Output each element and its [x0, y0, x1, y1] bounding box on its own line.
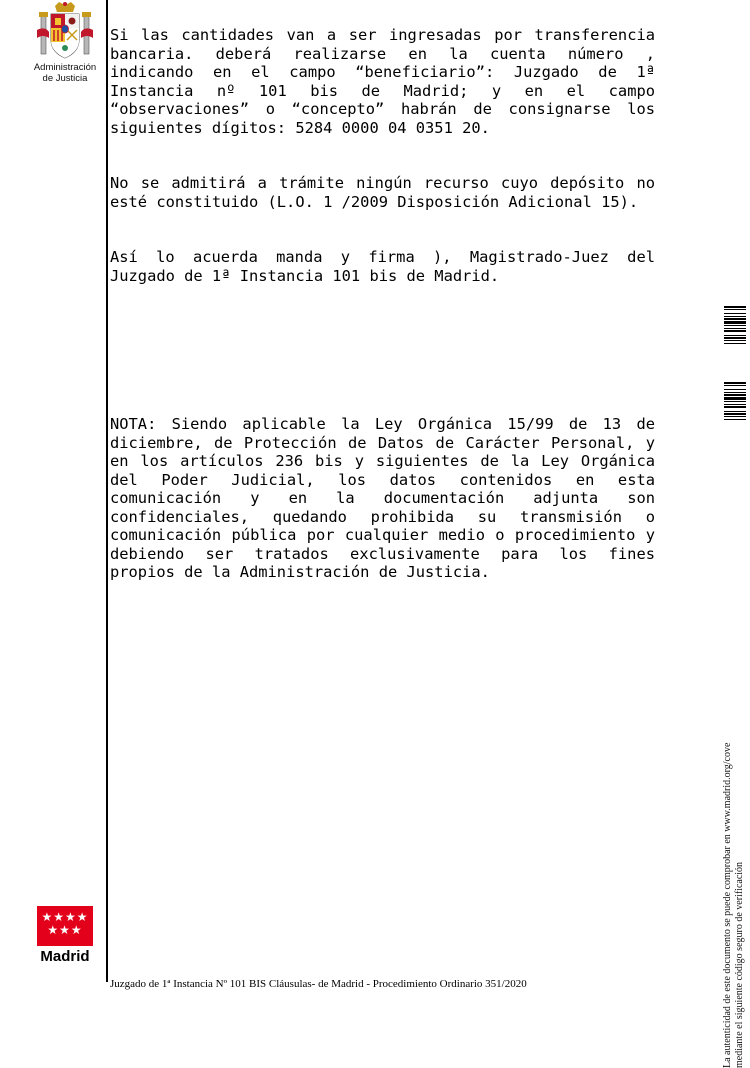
- barcode-stripe: [724, 344, 746, 347]
- barcode-icon: [724, 382, 746, 428]
- logo-caption-line1: Administración: [33, 62, 97, 73]
- paragraph-signature: Así lo acuerda manda y firma ), Magistrado-Juez del Juzgado de 1ª Instancia 101 bis de Madrid.: [110, 248, 655, 285]
- verification-line1: La autenticidad de este documento se puede comprobar en www.madrid.org/cove: [722, 742, 733, 1068]
- margin-rule: [106, 0, 108, 982]
- madrid-stars: ★★★★ ★★★: [41, 910, 89, 937]
- verification-notice: [722, 508, 746, 1068]
- paragraph-appeal: No se admitirá a trámite ningún recurso cuyo depósito no esté constituido (L.O. 1 /2009 Disposición Adicional 15).: [110, 174, 655, 211]
- barcode-icon: [724, 306, 746, 354]
- verification-line2: mediante el siguiente código seguro de verificación: [734, 861, 745, 1068]
- spain-coat-of-arms-icon: [35, 2, 95, 62]
- paragraph-transfer: Si las cantidades van a ser ingresadas por transferencia bancaria. deberá realizarse en la cuenta número , indicando en el campo “beneficiario”: Juzgado de 1ª Instancia nº 101 bis de Madrid; y en el campo “observaciones” o “concepto” habrán de consignarse los siguientes dígitos: 5284 0000 04 0351 20.: [110, 26, 655, 137]
- paragraph-privacy-note: NOTA: Siendo aplicable la Ley Orgánica 15/99 de 13 de diciembre, de Protección de Datos de Carácter Personal, y en los artículos 236 bis y siguientes de la Ley Orgánica del Poder Judicial, los datos contenidos en esta comunicación y en la documentación adjunta son confidenciales, quedando prohibida su transmisión o comunicación pública por cualquier medio o procedimiento y debiendo ser tratados exclusivamente para los fines propios de la Administración de Justicia.: [110, 415, 655, 581]
- madrid-flag-icon: [37, 906, 93, 946]
- barcode-stripe: [724, 420, 746, 423]
- madrid-label: Madrid: [40, 948, 90, 965]
- justice-logo: [30, 2, 100, 84]
- page-footer: Juzgado de 1ª Instancia Nº 101 BIS Cláusulas- de Madrid - Procedimiento Ordinario 351/2020: [110, 978, 527, 990]
- logo-caption-line2: de Justicia: [42, 73, 88, 84]
- madrid-logo: [36, 906, 94, 965]
